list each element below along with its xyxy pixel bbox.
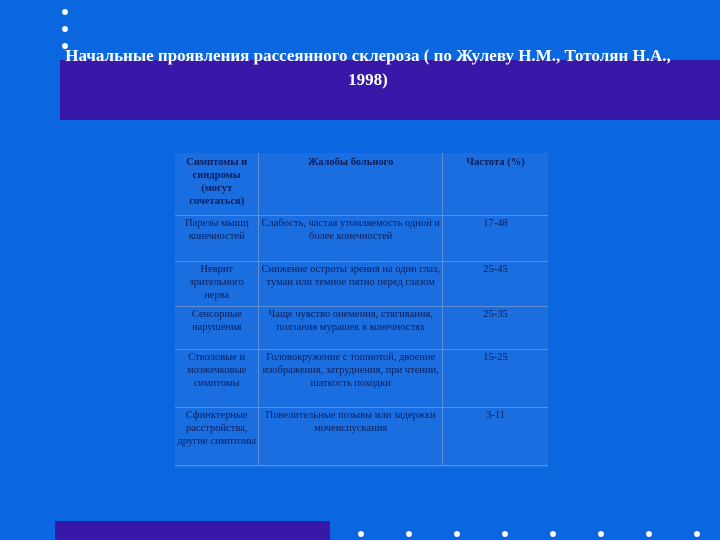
table-row — [175, 306, 548, 349]
symptom-cell: Неврит зрительного нерва — [175, 261, 259, 306]
bottom-accent-bar — [55, 521, 330, 540]
table-header-row — [175, 153, 548, 215]
bullet-dot — [694, 531, 700, 537]
header-symptoms: Симптомы и синдромы (могут сочетаться) — [175, 153, 259, 215]
bullet-dot — [454, 531, 460, 537]
bullet-dot — [502, 531, 508, 537]
bullet-dot — [62, 9, 68, 15]
frequency-cell: 25-45 — [443, 261, 548, 306]
frequency-cell: 3-11 — [443, 407, 548, 465]
bullet-dot — [62, 26, 68, 32]
header-frequency: Частота (%) — [443, 153, 548, 215]
bullet-dot — [598, 531, 604, 537]
frequency-cell: 25-35 — [443, 306, 548, 349]
symptom-cell: Сенсорные нарушения — [175, 306, 259, 349]
header-complaints: Жалобы больного — [259, 153, 443, 215]
frequency-cell: 17-48 — [443, 215, 548, 261]
table-row — [175, 349, 548, 407]
frequency-cell: 15-25 — [443, 349, 548, 407]
symptoms-table — [175, 153, 548, 468]
bullet-dot — [550, 531, 556, 537]
bullet-dot — [406, 531, 412, 537]
symptom-cell: Стволовые и мозжечковые симптомы — [175, 349, 259, 407]
complaint-cell: Чаще чувство онемения, стягивания, ползания мурашек в конечностях — [259, 306, 443, 349]
complaint-cell: Слабость, частая утомляемость одной и более конечностей — [259, 215, 443, 261]
table-row — [175, 215, 548, 261]
complaint-cell: Головокружение с тошнотой, двоение изображения, затруднения, при чтении, шаткость походки — [259, 349, 443, 407]
slide-title: Начальные проявления рассеянного склероза ( по Жулеву Н.М., Тотолян Н.А., 1998) — [65, 46, 671, 89]
complaint-cell: Снижение остроты зрения на один глаз, туман или темное пятно перед глазом — [259, 261, 443, 306]
table-row — [175, 407, 548, 465]
table-row — [175, 261, 548, 306]
bullet-dot — [646, 531, 652, 537]
complaint-cell: Повелительные позывы или задержки мочеиспускания — [259, 407, 443, 465]
bullet-dot — [358, 531, 364, 537]
symptom-cell: Парезы мышц конечностей — [175, 215, 259, 261]
symptom-cell: Сфинктерные расстройства, другие симптомы — [175, 407, 259, 465]
